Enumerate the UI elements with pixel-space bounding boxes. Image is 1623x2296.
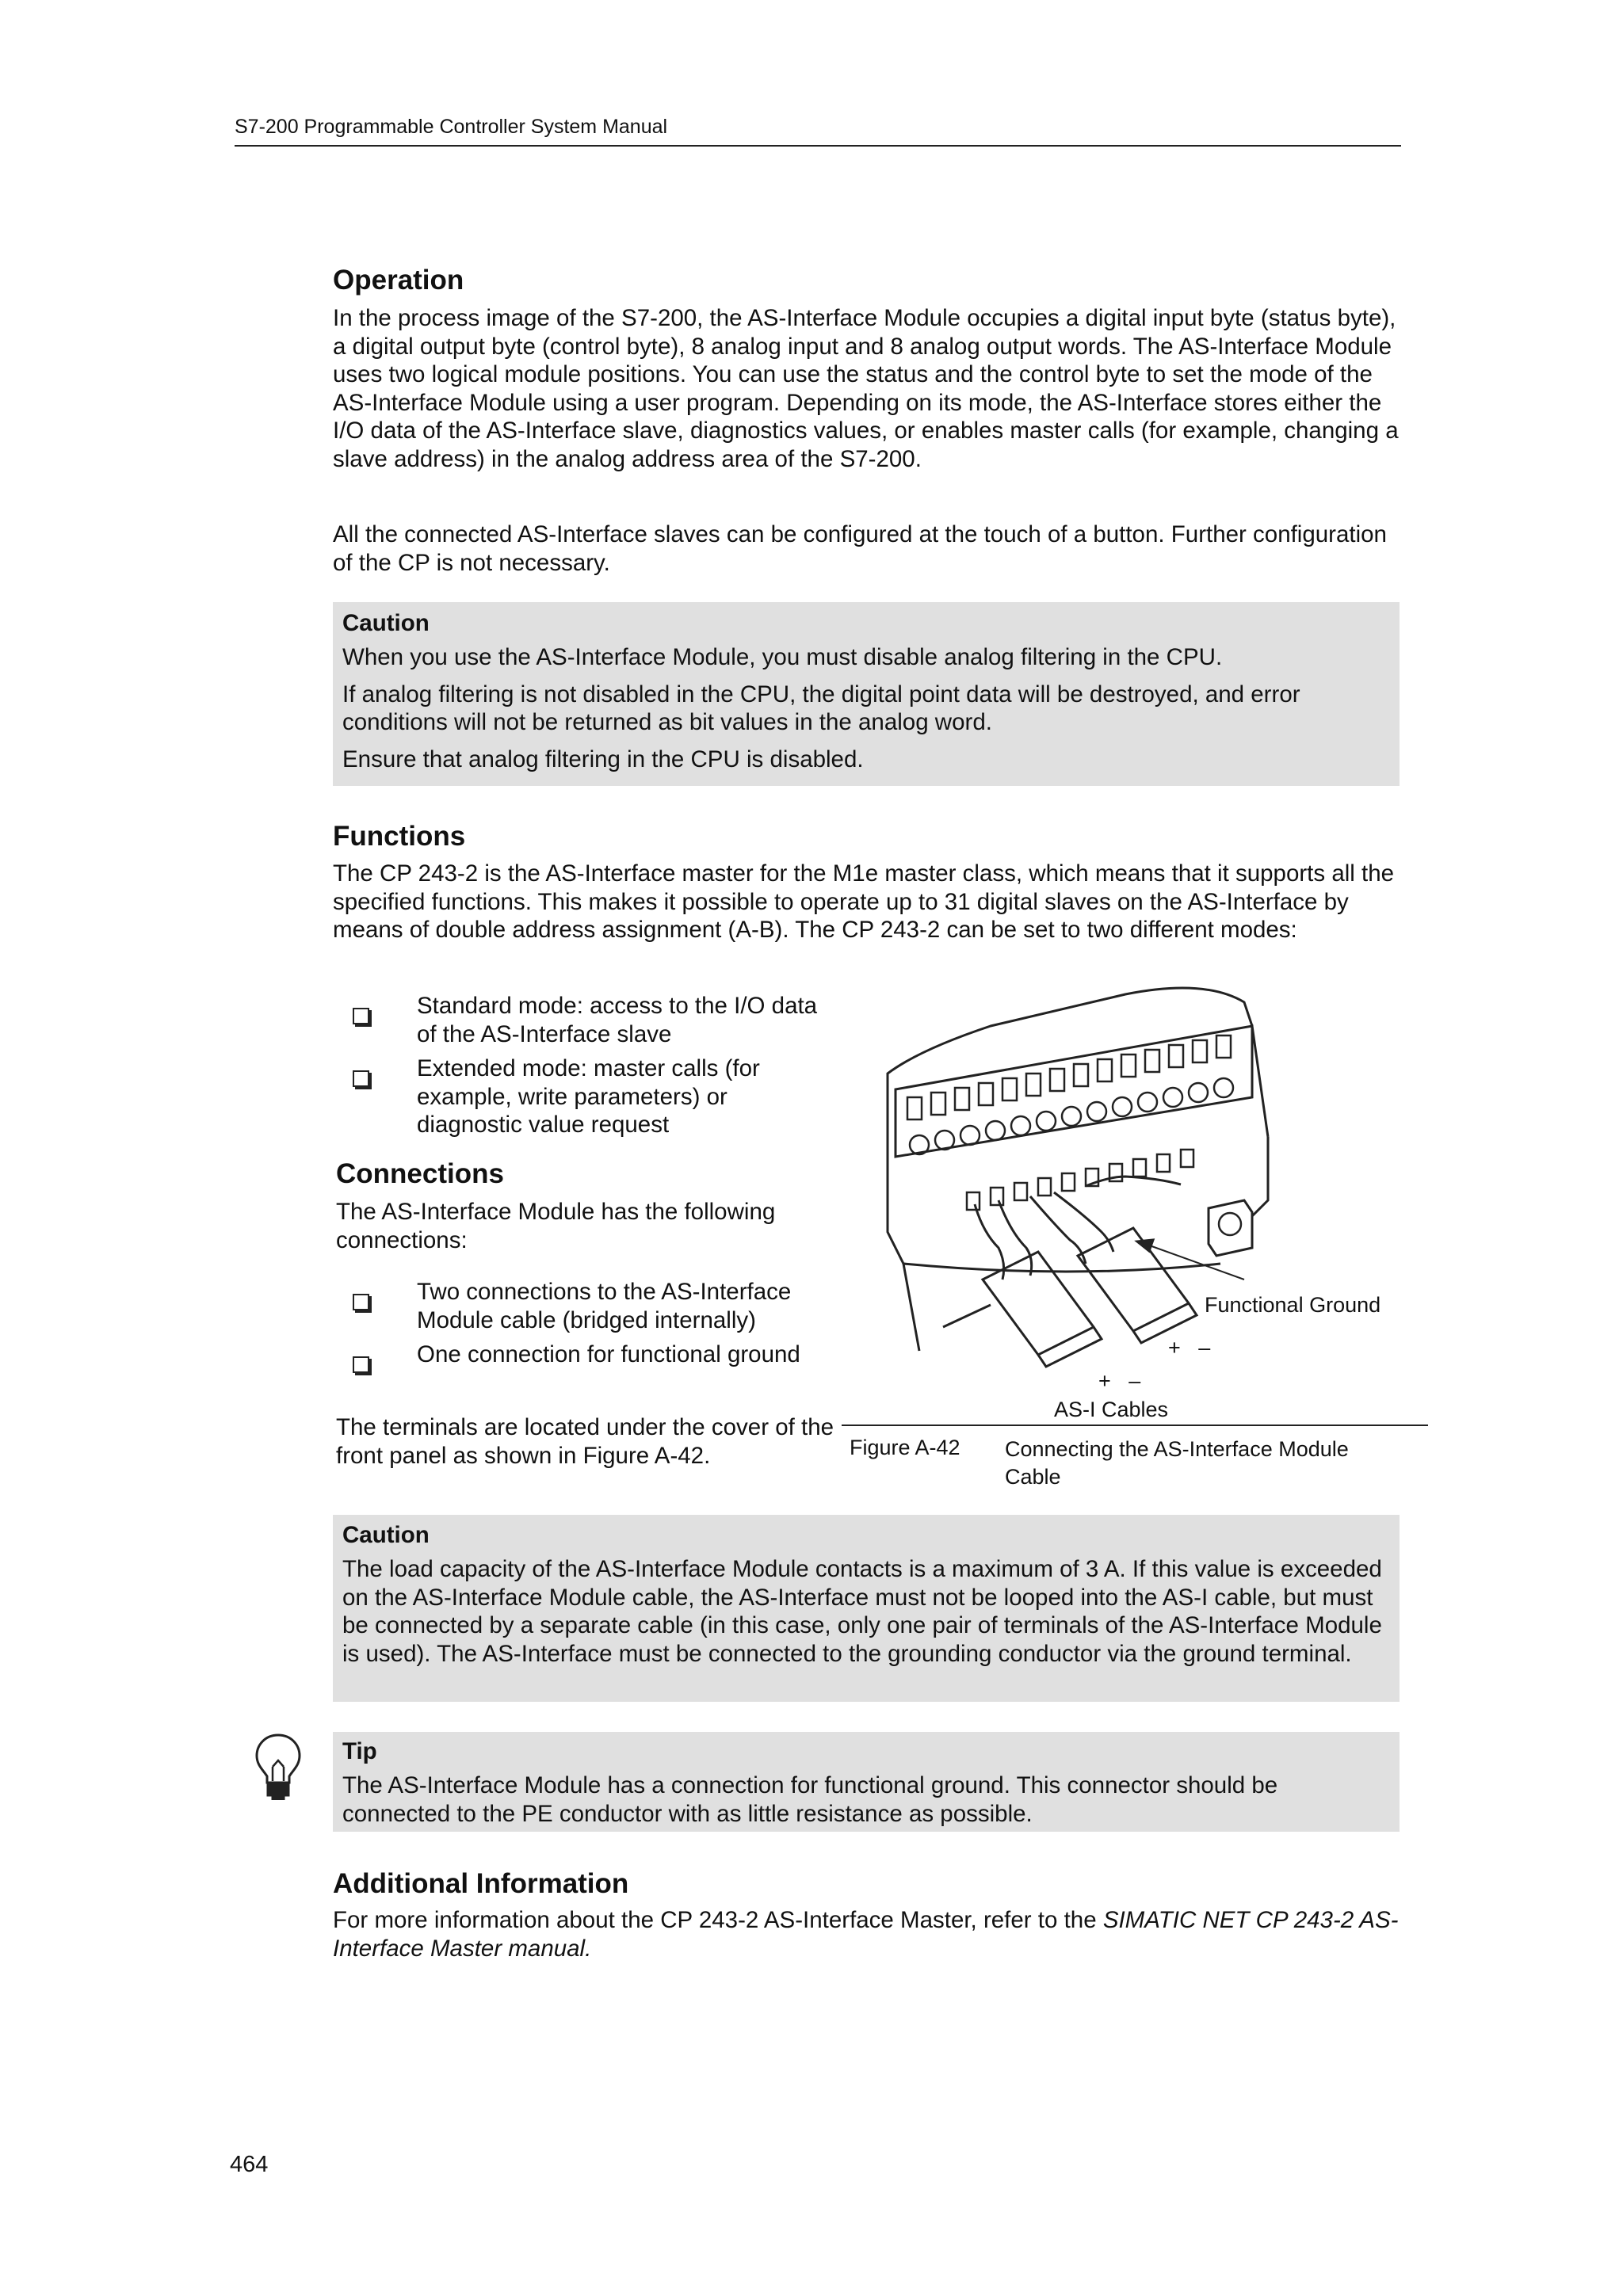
caution-heading: Caution [342,1522,430,1548]
mode-extended-text: Extended mode: master calls (for example, write parameters) or diagnostic value request [417,1055,760,1138]
checkbox-bullet-icon [353,1008,369,1024]
checkbox-bullet-icon [353,1070,369,1087]
caution-line-3: Ensure that analog filtering in the CPU is disabled. [342,746,864,772]
caution-text: The load capacity of the AS‑Interface Module contacts is a maximum of 3 A. If this value is exceeded on the AS‑Interface Module cable, the AS‑Interface must not be looped into the AS‑I cable, but must be connected by a separate cable (in this case, only one pair of terminals of the AS‑Interface Module is used). The AS‑Interface must be connected to the grounding conductor via the ground terminal. [342,1556,1382,1667]
caution-box-analog-filtering [333,602,1400,786]
module-lower-edge [903,1264,1220,1272]
caution-box-load-capacity [333,1515,1400,1702]
caution-line-2: If analog filtering is not disabled in the CPU, the digital point data will be destroyed, and error conditions will not be returned as bit values in the analog word. [342,681,1300,735]
tip-box [333,1732,1400,1832]
additional-info-heading: Additional Information [333,1868,629,1899]
connection-item-text: One connection for functional ground [417,1341,800,1367]
operation-paragraph-1: In the process image of the S7-200, the AS‑Interface Module occupies a digital input byte (status byte), a digital output byte (control byte), 8 analog input and 8 analog output words. The AS‑Interface Module uses two logical module positions. You can use the status and the control byte to set the mode of the AS‑Interface Module using a user program. Depending on its mode, the AS‑Interface stores either the I/O data of the AS‑Interface slave, diagnostics values, or enables master calls (for example, changing a slave address) in the analog address area of the S7-200. [333,305,1399,472]
as-i-cable-wire [1086,1177,1181,1186]
additional-info-text: For more information about the CP 243‑2 AS‑Interface Master, refer to the [333,1907,1103,1933]
modes-list [353,992,836,1139]
module-housing-right [1252,1137,1268,1216]
connections-list [353,1278,828,1369]
list-item [353,1341,828,1369]
checkbox-bullet-icon [353,1356,369,1373]
checkbox-bullet-icon [353,1294,369,1310]
list-item [353,992,836,1048]
functions-paragraph: The CP 243‑2 is the AS‑Interface master for the M1e master class, which means that it supports all the specified functions. This makes it possible to operate up to 31 digital slaves on the AS‑Interface by means of double address assignment (A‑B). The CP 243‑2 can be set to two different modes: [333,860,1395,943]
plus-minus-left-label: + – [1098,1369,1141,1393]
list-item [353,1055,836,1139]
functions-heading: Functions [333,821,466,852]
connection-item-text: Two connections to the AS‑Interface Module cable (bridged internally) [417,1279,792,1333]
caution-heading: Caution [342,610,430,636]
figure-caption-text: Connecting the AS‑Interface Module Cable [1005,1437,1349,1489]
functional-ground-terminal [1209,1200,1252,1256]
additional-info-paragraph [333,1906,1399,1962]
operation-paragraph-2: All the connected AS‑Interface slaves can be configured at the touch of a button. Further configuration of the CP is not necessary. [333,521,1387,576]
terminal-holes [910,1078,1233,1154]
flat-cable [943,1305,991,1327]
caution-line-1: When you use the AS‑Interface Module, you must disable analog filtering in the CPU. [342,644,1223,670]
functional-ground-screw [1219,1213,1241,1235]
terminal-strip [896,1026,1252,1157]
as-i-cable-plug-left [983,1252,1102,1367]
figure-caption-rule [842,1425,1428,1426]
terminals-note: The terminals are located under the cover of the front panel as shown in Figure A-42. [336,1414,834,1469]
tip-heading: Tip [342,1738,377,1764]
page-number: 464 [230,2152,269,2177]
plus-minus-right-label: + – [1168,1336,1211,1360]
operation-heading: Operation [333,265,464,296]
lightbulb-icon [254,1732,303,1800]
connections-intro: The AS‑Interface Module has the following connections: [336,1199,776,1253]
tip-text: The AS‑Interface Module has a connection for functional ground. This connector should be connected to the PE conductor with as little resistance as possible. [342,1772,1278,1827]
functional-ground-leader [1145,1244,1244,1280]
as-i-cable-plug-right [1078,1228,1197,1343]
figure-a42-illustration [872,978,1316,1406]
list-item [353,1278,828,1334]
as-i-cables-label: AS‑I Cables [1054,1398,1169,1421]
functional-ground-label: Functional Ground [1205,1293,1381,1317]
figure-caption-number: Figure A-42 [850,1436,960,1459]
connections-heading: Connections [336,1158,504,1189]
running-header: S7-200 Programmable Controller System Manual [235,116,1401,147]
mode-standard-text: Standard mode: access to the I/O data of the AS‑Interface slave [417,993,818,1047]
module-housing-left [888,1137,919,1351]
leader-arrowhead [1137,1240,1153,1251]
manual-reference: SIMATIC NET CP 243‑2 AS-Interface Master manual. [333,1907,1399,1962]
